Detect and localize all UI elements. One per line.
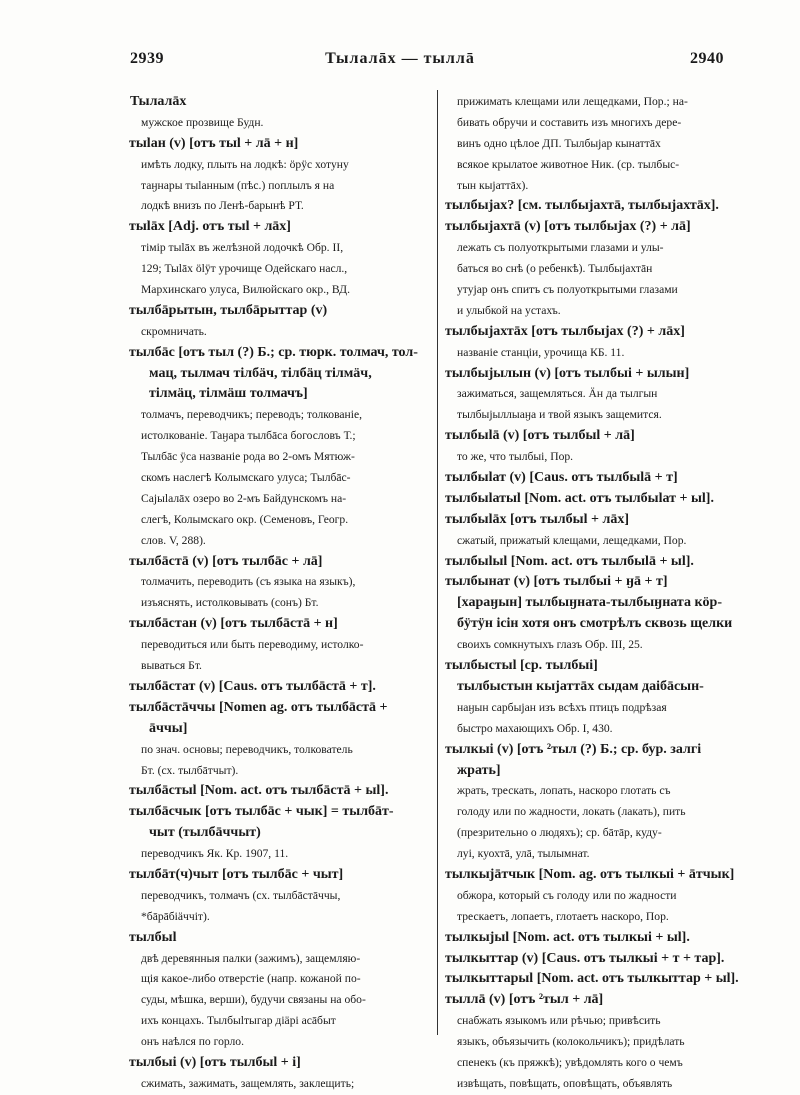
- right-column: [443, 92, 743, 1095]
- text-line: онъ наѣлся по горло.: [141, 1035, 244, 1049]
- text-line: лежать съ полуоткрытыми глазами и улы-: [457, 241, 664, 255]
- text-line: и улыбкой на устахъ.: [457, 303, 561, 317]
- entry-line: тылбыlā (v) [отъ тылбыl + лā]: [445, 428, 635, 444]
- text-line: то же, что тылбыі, Пор.: [457, 450, 574, 464]
- entry-line: мац, тылмач тілбäч, тілбäц тілмäч,: [149, 365, 372, 381]
- entry-line: тылбāстыl [Nom. act. отъ тылбāстā + ыl].: [129, 783, 389, 799]
- text-line: истолкованіе. Таӈара тылбāса богословъ Т.;: [141, 429, 356, 443]
- text-line: баться во снѣ (о ребенкѣ). Тылбыјахтāн: [457, 262, 653, 276]
- column-divider: [437, 90, 438, 1035]
- entry-line: тылбыl: [129, 929, 177, 945]
- entry-line: тілмäц, тілмäш толмачъ]: [149, 386, 308, 402]
- entry-line: тылбыlат (v) [Caus. отъ тылбыlā + т]: [445, 470, 678, 486]
- text-line: суды, мѣшка, верши), будучи связаны на обо-: [141, 993, 366, 1007]
- text-line: снабжать языкомъ или рѣчью; привѣсить: [457, 1014, 661, 1028]
- text-line: тімір тыlāх въ желѣзной лодочкѣ Обр. II,: [141, 241, 344, 255]
- text-line: переводчикъ Як. Кр. 1907, 11.: [141, 847, 289, 861]
- text-line: Сајыlалāх озеро во 2-мъ Байдунскомъ на-: [141, 491, 347, 505]
- entry-line: тылбāсчык [отъ тылбāс + чык] = тылбāт-: [129, 804, 394, 820]
- text-line: языкъ, объязычить (колокольчикъ); придѣлать: [457, 1035, 685, 1049]
- text-line: бивать обручи и составить изъ многихъ дере-: [457, 115, 682, 129]
- entry-line: бӱтӱн ісін хотя онъ смотрѣлъ сквозь щелки: [457, 616, 733, 632]
- entry-line: тылбыјах? [см. тылбыјахтā, тылбыјахтāх].: [445, 198, 719, 214]
- running-title: Тылалāх — тыллā: [325, 50, 475, 67]
- text-line: по знач. основы; переводчикъ, толкователь: [141, 742, 353, 756]
- text-line: изъяснять, истолковывать (сонъ) Бт.: [141, 596, 319, 610]
- left-column: [127, 92, 427, 1095]
- entry-line: тыlан (v) [отъ тыl + лā + н]: [129, 135, 299, 151]
- entry-line: тылкыі (v) [отъ ²тыл (?) Б.; ср. бур. залгі: [445, 741, 702, 757]
- text-line: трескаетъ, лопаетъ, глотаетъ наскоро, Пор.: [457, 909, 669, 923]
- text-line: голоду или по жадности, локать (лакать), пить: [457, 805, 686, 819]
- text-line: извѣщать, повѣщать, оповѣщать, объявлять: [457, 1076, 673, 1090]
- text-line: щія какое-либо отверстіе (напр. кожаной по-: [141, 972, 361, 986]
- text-line: толмачъ, переводчикъ; переводъ; толкованіе,: [141, 408, 363, 422]
- entry-line: āччы]: [149, 720, 188, 736]
- text-line: слов. V, 288).: [141, 533, 206, 547]
- entry-line: тылбāстā (v) [отъ тылбāс + лā]: [129, 553, 323, 569]
- entry-line: тылкыттар (v) [Caus. отъ тылкыі + т + тар].: [445, 950, 725, 966]
- entry-line: тылбāстāччы [Nomen ag. отъ тылбāстā +: [129, 699, 388, 715]
- entry-line: тылбыlыl [Nom. act. отъ тылбыlā + ыl].: [445, 553, 694, 569]
- text-line: спенекъ (къ пряжкѣ); увѣдомлять кого о чемъ: [457, 1055, 683, 1069]
- text-line: *бāрāбіäччіт).: [141, 909, 210, 923]
- page-number-left: 2939: [130, 50, 164, 67]
- text-line: жрать, трескать, лопать, наскоро глотать съ: [457, 784, 671, 798]
- entry-line: тылкыјāтчык [Nom. ag. отъ тылкыі + āтчык]: [445, 866, 735, 882]
- entry-line: тылбāрытын, тылбāрыттар (v): [129, 302, 328, 318]
- entry-line: [хараӈын] тылбыӈната-тылбыӈната кӧр-: [457, 595, 722, 611]
- text-line: наӈын сарбыјан изъ всѣхъ птицъ подрѣзая: [457, 700, 667, 714]
- entry-line: тылбыјылын (v) [отъ тылбыі + ылын]: [445, 365, 690, 381]
- entry-line: тылкыјыl [Nom. act. отъ тылкыі + ыl].: [445, 929, 690, 945]
- text-line: (презрительно о людяхъ); ср. бāтāр, куду-: [457, 826, 662, 840]
- text-line: двѣ деревянныя палки (зажимъ), защемляю-: [141, 951, 361, 965]
- text-line: ихъ концахъ. Тылбыlтыгар діäрі асāбыт: [141, 1014, 336, 1028]
- text-line: вываться Бт.: [141, 659, 202, 673]
- entry-line: жрать]: [457, 762, 501, 778]
- entry-line: тылбāт(ч)чыт [отъ тылбāс + чыт]: [129, 866, 344, 882]
- entry-line: тылбыстыl [ср. тылбыі]: [445, 658, 598, 674]
- text-line: имѣть лодку, плыть на лодкѣ: ӧрӱс хотуну: [141, 157, 349, 171]
- text-line: лодкѣ внизъ по Ленѣ-барынѣ РТ.: [141, 199, 304, 213]
- entry-line: тылбыі (v) [отъ тылбыl + і]: [129, 1054, 301, 1070]
- text-line: переводиться или быть переводиму, истолко-: [141, 638, 364, 652]
- text-line: обжора, который съ голоду или по жадности: [457, 888, 677, 902]
- entry-line: тылбыјахтāх [отъ тылбыјах (?) + лāх]: [445, 323, 685, 339]
- text-line: сжимать, зажимать, защемлять, заклещить;: [141, 1076, 355, 1090]
- text-line: быстро махающихъ Обр. I, 430.: [457, 721, 613, 735]
- text-line: винъ одно цѣлое ДП. Тылбыјар кынаттāх: [457, 136, 661, 150]
- entry-line: тылбāс [отъ тыл (?) Б.; ср. тюрк. толмач, тол-: [129, 344, 418, 360]
- text-line: 129; Тыlāх ӧlӱт урочище Одейскаго насл.,: [141, 262, 348, 276]
- entry-line: тылбыјахтā (v) [отъ тылбыјах (?) + лā]: [445, 219, 691, 235]
- text-line: луі, куохтā, улā, тылымнат.: [457, 847, 590, 861]
- text-line: переводчикъ, толмачъ (сх. тылбāстāччы,: [141, 888, 341, 902]
- text-line: таӈнары тыlанным (пѣс.) поплылъ я на: [141, 178, 335, 192]
- text-line: тылбыјыллыаӈа и твой языкъ защемится.: [457, 408, 662, 422]
- text-line: зажиматься, защемляться. Äн да тылгын: [457, 387, 658, 401]
- text-line: слегѣ, Колымскаго окр. (Семеновъ, Геогр.: [141, 512, 349, 526]
- entry-line: тыlāх [Adj. отъ тыl + лāх]: [129, 219, 291, 235]
- entry-line: тылбынат (v) [отъ тылбыі + ӈā + т]: [445, 574, 668, 590]
- text-line: Тылбāс ӱса названіе рода во 2-омъ Мятюж-: [141, 450, 355, 464]
- entry-line: тылбыстын кыјаттāх сыдам даiбāсын-: [457, 678, 704, 694]
- text-line: толмачить, переводить (съ языка на языкъ),: [141, 575, 356, 589]
- text-line: сжатый, прижатый клещами, лещедками, Пор.: [457, 533, 687, 547]
- entry-line: тылбыlатыl [Nom. act. отъ тылбыlат + ыl].: [445, 490, 714, 506]
- text-line: мужское прозвище Будн.: [141, 115, 264, 129]
- text-line: Бт. (сх. тылбāтчыт).: [141, 763, 239, 777]
- entry-line: тылбāстан (v) [отъ тылбāстā + н]: [129, 616, 338, 632]
- text-line: тын кыјаттāх).: [457, 178, 529, 192]
- text-line: скомъ наслегѣ Колымскаго улуса; Тылбāс-: [141, 471, 351, 485]
- entry-line: Тылалāх: [130, 94, 187, 109]
- entry-line: тылбыlāх [отъ тылбыl + лāх]: [445, 511, 629, 527]
- text-line: своихъ сомкнутыхъ глазъ Обр. III, 25.: [457, 638, 643, 652]
- entry-line: чыт (тылбāччыт): [149, 825, 261, 841]
- entry-line: тыллā (v) [отъ ²тыл + лā]: [445, 992, 604, 1008]
- entry-line: тылбāстат (v) [Caus. отъ тылбāстā + т].: [129, 678, 376, 694]
- text-line: названіе станціи, урочища КБ. 11.: [457, 345, 625, 359]
- text-line: утуjар онъ спитъ съ полуоткрытыми глазами: [457, 283, 678, 297]
- text-line: скромничать.: [141, 324, 207, 338]
- text-line: прижимать клещами или лещедками, Пор.; на-: [457, 95, 688, 108]
- text-line: Мархинскаго улуса, Вилюйскаго окр., ВД.: [141, 283, 350, 297]
- entry-line: тылкыттарыl [Nom. act. отъ тылкыттар + ыl].: [445, 971, 739, 987]
- page-number-right: 2940: [690, 50, 724, 67]
- text-line: всякое крылатое животное Ник. (ср. тылбыс-: [457, 157, 680, 171]
